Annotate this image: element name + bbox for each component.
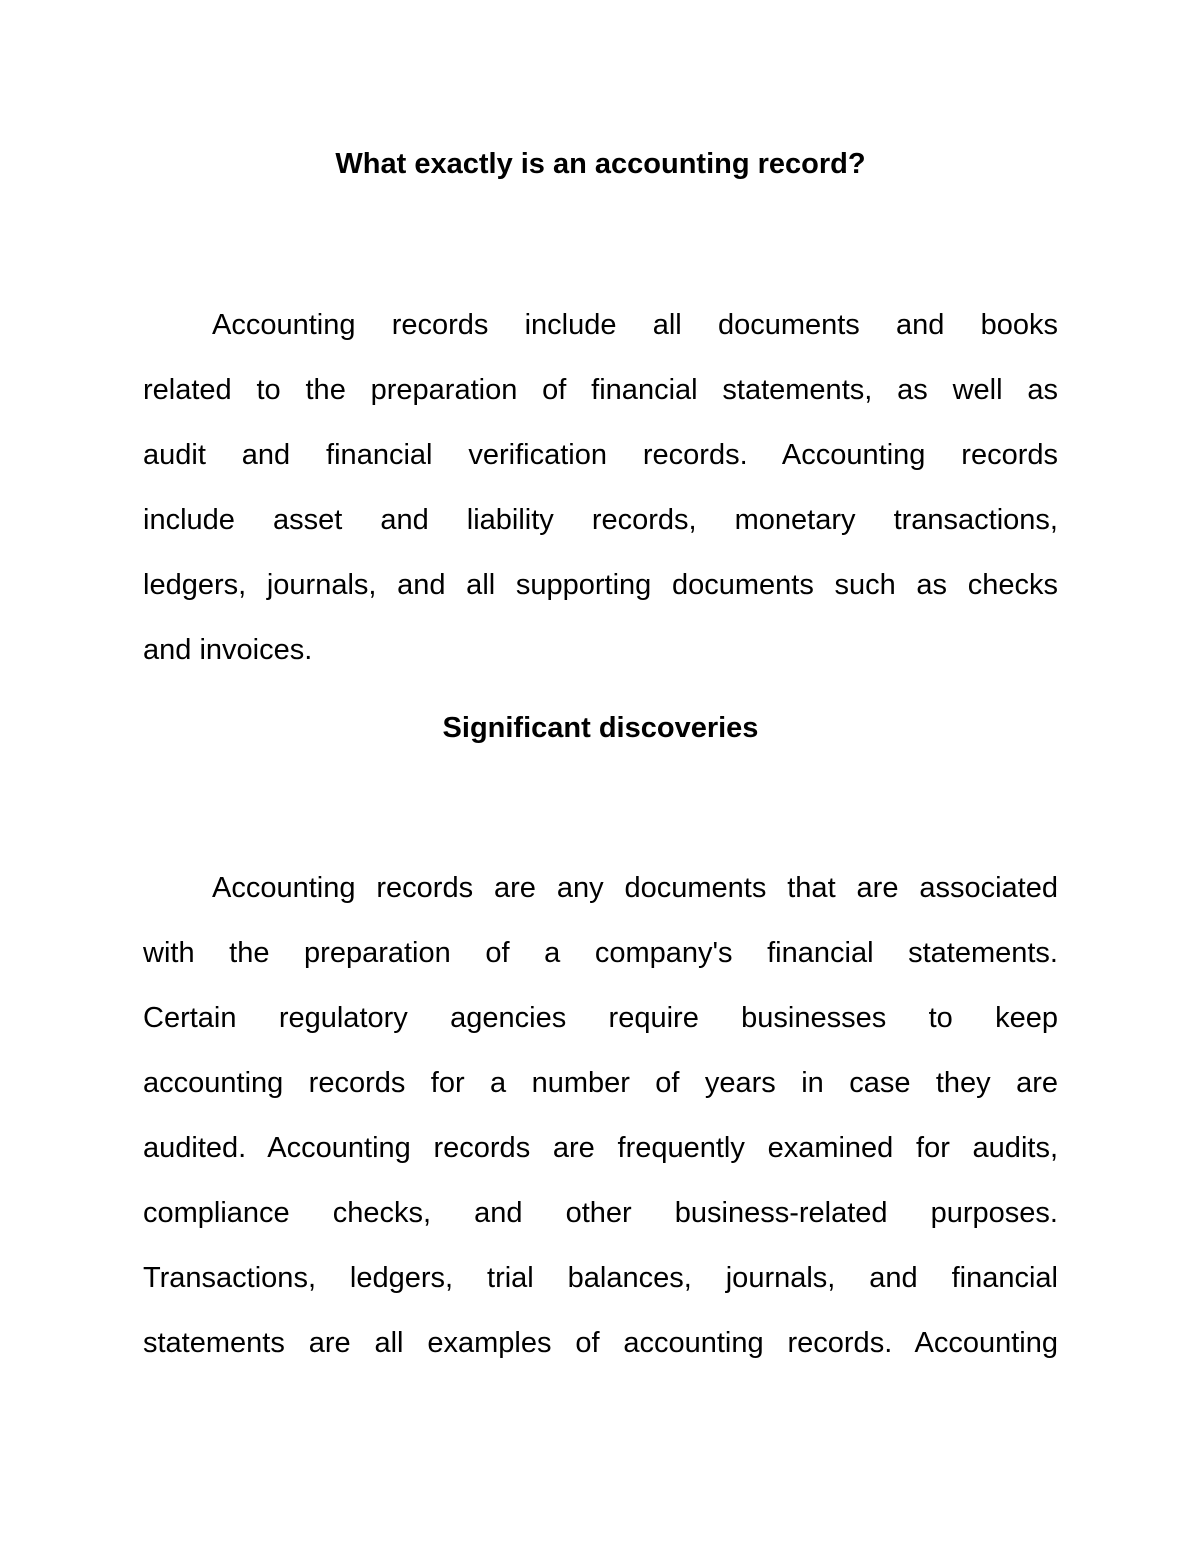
paragraph-line: Transactions, ledgers, trial balances, journals, and financial bbox=[143, 1262, 1058, 1294]
paragraph-line: related to the preparation of financial statements, as well as bbox=[143, 374, 1058, 406]
paragraph-significant-discoveries bbox=[143, 856, 1058, 1376]
section-heading-significant-discoveries: Significant discoveries bbox=[442, 712, 759, 744]
section-heading-accounting-record: What exactly is an accounting record? bbox=[335, 148, 866, 180]
paragraph-line: audited. Accounting records are frequently examined for audits, bbox=[143, 1132, 1058, 1164]
paragraph-accounting-records bbox=[143, 293, 1058, 683]
paragraph-line: Accounting records include all documents and books bbox=[212, 309, 1058, 341]
paragraph-line: audit and financial verification records. Accounting records bbox=[143, 439, 1058, 471]
paragraph-line: Certain regulatory agencies require businesses to keep bbox=[143, 1002, 1058, 1034]
paragraph-line: with the preparation of a company's financial statements. bbox=[143, 937, 1058, 969]
paragraph-line: statements are all examples of accounting records. Accounting bbox=[143, 1327, 1058, 1359]
paragraph-line: ledgers, journals, and all supporting documents such as checks bbox=[143, 569, 1058, 601]
paragraph-line: accounting records for a number of years in case they are bbox=[143, 1067, 1058, 1099]
paragraph-line: Accounting records are any documents that are associated bbox=[212, 872, 1058, 904]
paragraph-line: and invoices. bbox=[143, 634, 313, 666]
paragraph-line: include asset and liability records, monetary transactions, bbox=[143, 504, 1058, 536]
paragraph-line: compliance checks, and other business-related purposes. bbox=[143, 1197, 1058, 1229]
